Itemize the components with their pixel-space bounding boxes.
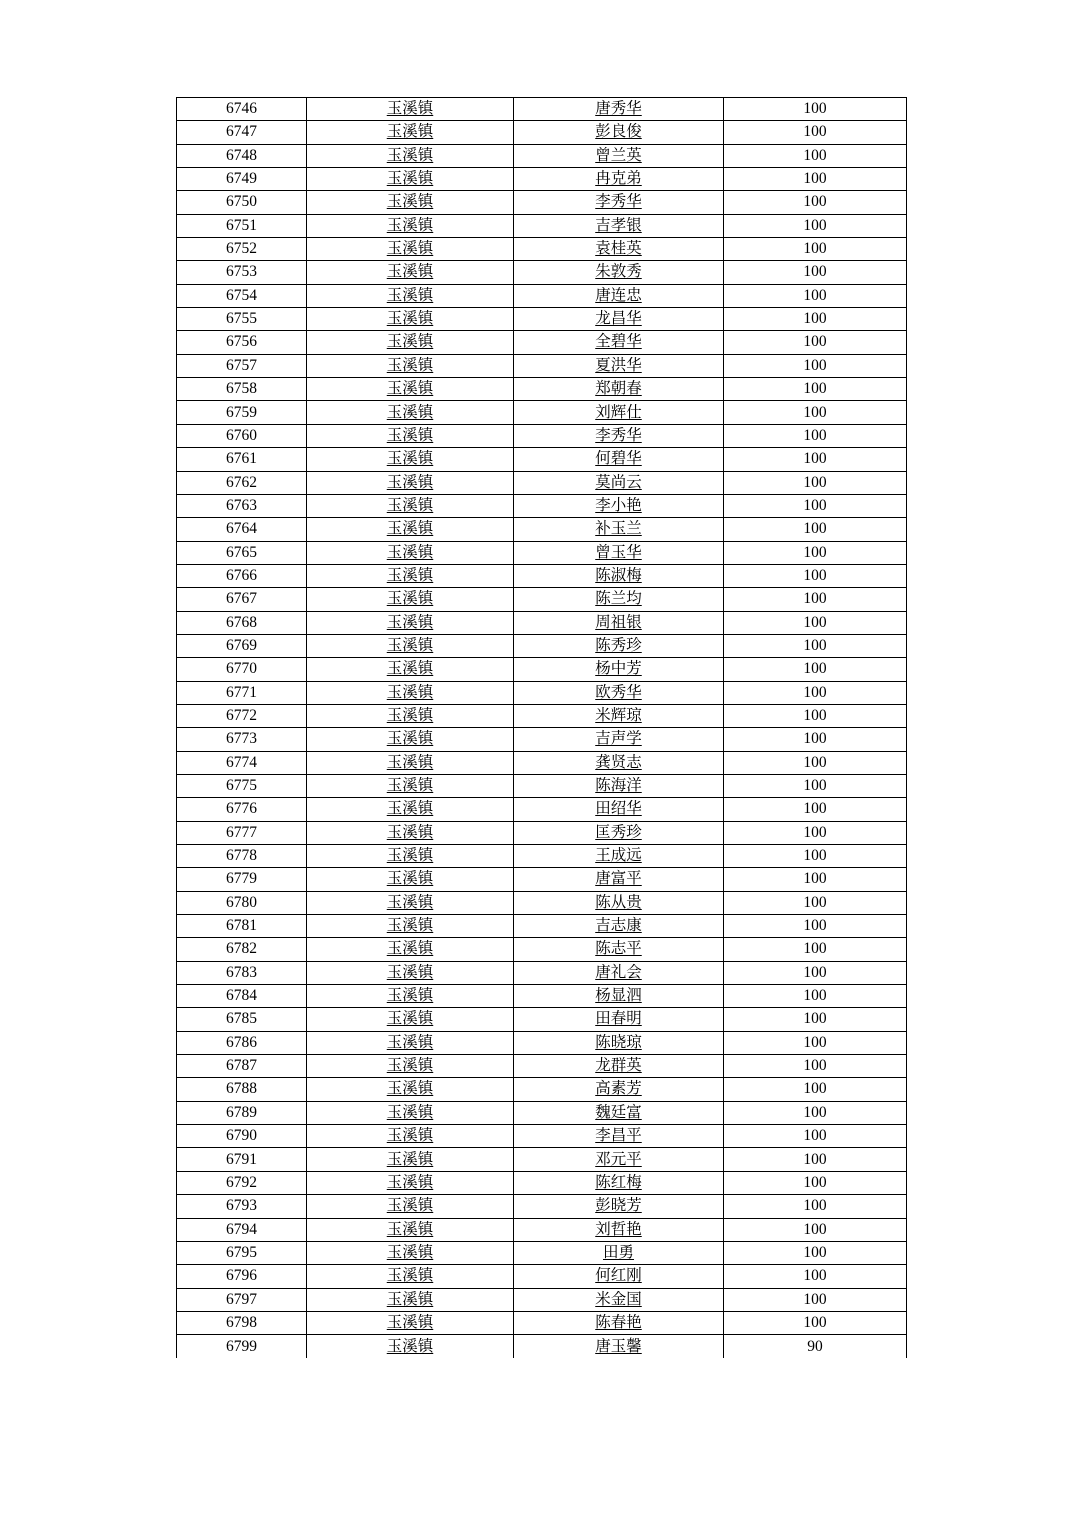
name-cell: 袁桂英	[514, 238, 724, 261]
score-cell: 100	[724, 518, 907, 541]
town-cell: 玉溪镇	[307, 704, 514, 727]
score-cell: 100	[724, 308, 907, 331]
id-cell: 6769	[177, 634, 307, 657]
id-cell: 6795	[177, 1241, 307, 1264]
name-cell: 龙群英	[514, 1055, 724, 1078]
town-cell: 玉溪镇	[307, 1195, 514, 1218]
table-row	[177, 98, 907, 121]
town-cell: 玉溪镇	[307, 985, 514, 1008]
name-cell: 莫尚云	[514, 471, 724, 494]
score-cell: 100	[724, 471, 907, 494]
id-cell: 6759	[177, 401, 307, 424]
town-cell: 玉溪镇	[307, 261, 514, 284]
name-cell: 龚贤志	[514, 751, 724, 774]
table-row	[177, 1171, 907, 1194]
id-cell: 6791	[177, 1148, 307, 1171]
table-row	[177, 588, 907, 611]
score-cell: 100	[724, 798, 907, 821]
score-cell: 100	[724, 331, 907, 354]
score-cell: 100	[724, 1171, 907, 1194]
table-row	[177, 751, 907, 774]
score-cell: 100	[724, 681, 907, 704]
name-cell: 陈红梅	[514, 1171, 724, 1194]
name-cell: 田勇	[514, 1241, 724, 1264]
town-cell: 玉溪镇	[307, 401, 514, 424]
table-row	[177, 1195, 907, 1218]
score-cell: 100	[724, 238, 907, 261]
town-cell: 玉溪镇	[307, 1335, 514, 1358]
table-row	[177, 401, 907, 424]
name-cell: 田春明	[514, 1008, 724, 1031]
town-cell: 玉溪镇	[307, 144, 514, 167]
table-row	[177, 1311, 907, 1334]
id-cell: 6765	[177, 541, 307, 564]
name-cell: 何碧华	[514, 448, 724, 471]
table-row	[177, 1055, 907, 1078]
id-cell: 6753	[177, 261, 307, 284]
town-cell: 玉溪镇	[307, 238, 514, 261]
id-cell: 6783	[177, 961, 307, 984]
name-cell: 冉克弟	[514, 168, 724, 191]
town-cell: 玉溪镇	[307, 424, 514, 447]
town-cell: 玉溪镇	[307, 1241, 514, 1264]
id-cell: 6792	[177, 1171, 307, 1194]
table-row	[177, 915, 907, 938]
name-cell: 补玉兰	[514, 518, 724, 541]
id-cell: 6788	[177, 1078, 307, 1101]
table-row	[177, 1125, 907, 1148]
id-cell: 6764	[177, 518, 307, 541]
name-cell: 唐富平	[514, 868, 724, 891]
id-cell: 6787	[177, 1055, 307, 1078]
table-row	[177, 868, 907, 891]
town-cell: 玉溪镇	[307, 1125, 514, 1148]
score-cell: 90	[724, 1335, 907, 1358]
name-cell: 杨显泗	[514, 985, 724, 1008]
score-cell: 100	[724, 891, 907, 914]
table-row	[177, 144, 907, 167]
table-row	[177, 611, 907, 634]
name-cell: 陈晓琼	[514, 1031, 724, 1054]
id-cell: 6785	[177, 1008, 307, 1031]
name-cell: 朱敦秀	[514, 261, 724, 284]
town-cell: 玉溪镇	[307, 541, 514, 564]
id-cell: 6796	[177, 1265, 307, 1288]
table-row	[177, 634, 907, 657]
table-row	[177, 541, 907, 564]
table-row	[177, 774, 907, 797]
name-cell: 夏洪华	[514, 354, 724, 377]
town-cell: 玉溪镇	[307, 331, 514, 354]
score-cell: 100	[724, 494, 907, 517]
id-cell: 6798	[177, 1311, 307, 1334]
name-cell: 唐连忠	[514, 284, 724, 307]
town-cell: 玉溪镇	[307, 611, 514, 634]
score-cell: 100	[724, 915, 907, 938]
table-row	[177, 494, 907, 517]
id-cell: 6766	[177, 564, 307, 587]
name-cell: 何红刚	[514, 1265, 724, 1288]
table-row	[177, 214, 907, 237]
table-row	[177, 1031, 907, 1054]
name-cell: 陈从贵	[514, 891, 724, 914]
id-cell: 6748	[177, 144, 307, 167]
name-cell: 唐礼会	[514, 961, 724, 984]
town-cell: 玉溪镇	[307, 1218, 514, 1241]
town-cell: 玉溪镇	[307, 1311, 514, 1334]
town-cell: 玉溪镇	[307, 821, 514, 844]
id-cell: 6773	[177, 728, 307, 751]
id-cell: 6746	[177, 98, 307, 121]
score-cell: 100	[724, 378, 907, 401]
table-row	[177, 1265, 907, 1288]
town-cell: 玉溪镇	[307, 915, 514, 938]
town-cell: 玉溪镇	[307, 1008, 514, 1031]
name-cell: 陈淑梅	[514, 564, 724, 587]
table-row	[177, 378, 907, 401]
town-cell: 玉溪镇	[307, 891, 514, 914]
name-cell: 刘哲艳	[514, 1218, 724, 1241]
score-cell: 100	[724, 1055, 907, 1078]
score-cell: 100	[724, 845, 907, 868]
id-cell: 6754	[177, 284, 307, 307]
town-cell: 玉溪镇	[307, 494, 514, 517]
table-row	[177, 261, 907, 284]
town-cell: 玉溪镇	[307, 845, 514, 868]
town-cell: 玉溪镇	[307, 354, 514, 377]
table-row	[177, 938, 907, 961]
town-cell: 玉溪镇	[307, 798, 514, 821]
table-row	[177, 448, 907, 471]
town-cell: 玉溪镇	[307, 168, 514, 191]
name-cell: 唐玉馨	[514, 1335, 724, 1358]
score-cell: 100	[724, 1148, 907, 1171]
score-cell: 100	[724, 751, 907, 774]
name-cell: 彭晓芳	[514, 1195, 724, 1218]
town-cell: 玉溪镇	[307, 588, 514, 611]
name-cell: 陈秀珍	[514, 634, 724, 657]
score-cell: 100	[724, 704, 907, 727]
score-cell: 100	[724, 284, 907, 307]
score-cell: 100	[724, 961, 907, 984]
name-cell: 陈海洋	[514, 774, 724, 797]
id-cell: 6772	[177, 704, 307, 727]
id-cell: 6782	[177, 938, 307, 961]
table-row	[177, 1218, 907, 1241]
table-row	[177, 331, 907, 354]
town-cell: 玉溪镇	[307, 191, 514, 214]
town-cell: 玉溪镇	[307, 1265, 514, 1288]
score-cell: 100	[724, 261, 907, 284]
name-cell: 陈兰均	[514, 588, 724, 611]
score-cell: 100	[724, 1101, 907, 1124]
score-cell: 100	[724, 564, 907, 587]
name-cell: 邓元平	[514, 1148, 724, 1171]
town-cell: 玉溪镇	[307, 938, 514, 961]
table-row	[177, 798, 907, 821]
score-cell: 100	[724, 1218, 907, 1241]
score-cell: 100	[724, 448, 907, 471]
score-cell: 100	[724, 1311, 907, 1334]
town-cell: 玉溪镇	[307, 868, 514, 891]
name-cell: 魏廷富	[514, 1101, 724, 1124]
score-cell: 100	[724, 1078, 907, 1101]
id-cell: 6778	[177, 845, 307, 868]
town-cell: 玉溪镇	[307, 378, 514, 401]
town-cell: 玉溪镇	[307, 1171, 514, 1194]
id-cell: 6770	[177, 658, 307, 681]
score-cell: 100	[724, 424, 907, 447]
name-cell: 陈春艳	[514, 1311, 724, 1334]
id-cell: 6789	[177, 1101, 307, 1124]
name-cell: 田绍华	[514, 798, 724, 821]
score-cell: 100	[724, 728, 907, 751]
table-row	[177, 1241, 907, 1264]
score-cell: 100	[724, 1241, 907, 1264]
score-cell: 100	[724, 634, 907, 657]
id-cell: 6761	[177, 448, 307, 471]
table-row	[177, 658, 907, 681]
id-cell: 6777	[177, 821, 307, 844]
town-cell: 玉溪镇	[307, 121, 514, 144]
id-cell: 6747	[177, 121, 307, 144]
id-cell: 6799	[177, 1335, 307, 1358]
id-cell: 6775	[177, 774, 307, 797]
score-cell: 100	[724, 401, 907, 424]
id-cell: 6749	[177, 168, 307, 191]
score-cell: 100	[724, 985, 907, 1008]
score-cell: 100	[724, 1265, 907, 1288]
name-cell: 郑朝春	[514, 378, 724, 401]
town-cell: 玉溪镇	[307, 1148, 514, 1171]
id-cell: 6776	[177, 798, 307, 821]
table-row	[177, 985, 907, 1008]
table-row	[177, 284, 907, 307]
score-cell: 100	[724, 98, 907, 121]
score-cell: 100	[724, 1031, 907, 1054]
score-cell: 100	[724, 868, 907, 891]
score-cell: 100	[724, 1195, 907, 1218]
id-cell: 6762	[177, 471, 307, 494]
score-cell: 100	[724, 1125, 907, 1148]
town-cell: 玉溪镇	[307, 214, 514, 237]
name-cell: 李小艳	[514, 494, 724, 517]
table-row	[177, 681, 907, 704]
table-row	[177, 821, 907, 844]
town-cell: 玉溪镇	[307, 448, 514, 471]
table-row	[177, 704, 907, 727]
table-row	[177, 168, 907, 191]
id-cell: 6758	[177, 378, 307, 401]
town-cell: 玉溪镇	[307, 774, 514, 797]
id-cell: 6760	[177, 424, 307, 447]
score-cell: 100	[724, 144, 907, 167]
score-cell: 100	[724, 214, 907, 237]
score-cell: 100	[724, 354, 907, 377]
id-cell: 6774	[177, 751, 307, 774]
table-row	[177, 308, 907, 331]
town-cell: 玉溪镇	[307, 634, 514, 657]
name-cell: 龙昌华	[514, 308, 724, 331]
score-table-body	[177, 98, 907, 1359]
name-cell: 吉志康	[514, 915, 724, 938]
score-cell: 100	[724, 588, 907, 611]
table-row	[177, 1008, 907, 1031]
town-cell: 玉溪镇	[307, 681, 514, 704]
name-cell: 陈志平	[514, 938, 724, 961]
score-table	[176, 97, 907, 1358]
table-row	[177, 471, 907, 494]
table-row	[177, 1288, 907, 1311]
name-cell: 吉孝银	[514, 214, 724, 237]
id-cell: 6751	[177, 214, 307, 237]
name-cell: 高素芳	[514, 1078, 724, 1101]
name-cell: 彭良俊	[514, 121, 724, 144]
name-cell: 匡秀珍	[514, 821, 724, 844]
town-cell: 玉溪镇	[307, 728, 514, 751]
table-row	[177, 121, 907, 144]
table-row	[177, 1148, 907, 1171]
id-cell: 6794	[177, 1218, 307, 1241]
name-cell: 王成远	[514, 845, 724, 868]
town-cell: 玉溪镇	[307, 98, 514, 121]
table-row	[177, 191, 907, 214]
score-cell: 100	[724, 1288, 907, 1311]
score-cell: 100	[724, 938, 907, 961]
name-cell: 欧秀华	[514, 681, 724, 704]
town-cell: 玉溪镇	[307, 1101, 514, 1124]
score-cell: 100	[724, 611, 907, 634]
name-cell: 米辉琼	[514, 704, 724, 727]
town-cell: 玉溪镇	[307, 1055, 514, 1078]
town-cell: 玉溪镇	[307, 1288, 514, 1311]
score-cell: 100	[724, 1008, 907, 1031]
score-cell: 100	[724, 168, 907, 191]
name-cell: 李昌平	[514, 1125, 724, 1148]
table-row	[177, 728, 907, 751]
table-row	[177, 1101, 907, 1124]
id-cell: 6780	[177, 891, 307, 914]
name-cell: 唐秀华	[514, 98, 724, 121]
id-cell: 6781	[177, 915, 307, 938]
id-cell: 6790	[177, 1125, 307, 1148]
score-cell: 100	[724, 191, 907, 214]
id-cell: 6752	[177, 238, 307, 261]
name-cell: 杨中芳	[514, 658, 724, 681]
town-cell: 玉溪镇	[307, 308, 514, 331]
town-cell: 玉溪镇	[307, 471, 514, 494]
town-cell: 玉溪镇	[307, 564, 514, 587]
table-row	[177, 891, 907, 914]
id-cell: 6793	[177, 1195, 307, 1218]
score-cell: 100	[724, 541, 907, 564]
town-cell: 玉溪镇	[307, 284, 514, 307]
town-cell: 玉溪镇	[307, 518, 514, 541]
id-cell: 6756	[177, 331, 307, 354]
name-cell: 曾玉华	[514, 541, 724, 564]
table-row	[177, 354, 907, 377]
table-row	[177, 518, 907, 541]
name-cell: 李秀华	[514, 191, 724, 214]
town-cell: 玉溪镇	[307, 1031, 514, 1054]
score-cell: 100	[724, 658, 907, 681]
id-cell: 6767	[177, 588, 307, 611]
id-cell: 6771	[177, 681, 307, 704]
table-row	[177, 564, 907, 587]
score-cell: 100	[724, 774, 907, 797]
town-cell: 玉溪镇	[307, 658, 514, 681]
name-cell: 全碧华	[514, 331, 724, 354]
id-cell: 6797	[177, 1288, 307, 1311]
name-cell: 李秀华	[514, 424, 724, 447]
id-cell: 6786	[177, 1031, 307, 1054]
table-row	[177, 845, 907, 868]
id-cell: 6757	[177, 354, 307, 377]
table-row	[177, 238, 907, 261]
score-cell: 100	[724, 821, 907, 844]
id-cell: 6750	[177, 191, 307, 214]
name-cell: 周祖银	[514, 611, 724, 634]
id-cell: 6779	[177, 868, 307, 891]
score-cell: 100	[724, 121, 907, 144]
id-cell: 6768	[177, 611, 307, 634]
town-cell: 玉溪镇	[307, 1078, 514, 1101]
id-cell: 6755	[177, 308, 307, 331]
town-cell: 玉溪镇	[307, 751, 514, 774]
table-row	[177, 961, 907, 984]
table-row	[177, 424, 907, 447]
id-cell: 6784	[177, 985, 307, 1008]
name-cell: 刘辉仕	[514, 401, 724, 424]
table-row	[177, 1335, 907, 1358]
town-cell: 玉溪镇	[307, 961, 514, 984]
name-cell: 曾兰英	[514, 144, 724, 167]
name-cell: 米金国	[514, 1288, 724, 1311]
name-cell: 吉声学	[514, 728, 724, 751]
table-row	[177, 1078, 907, 1101]
id-cell: 6763	[177, 494, 307, 517]
